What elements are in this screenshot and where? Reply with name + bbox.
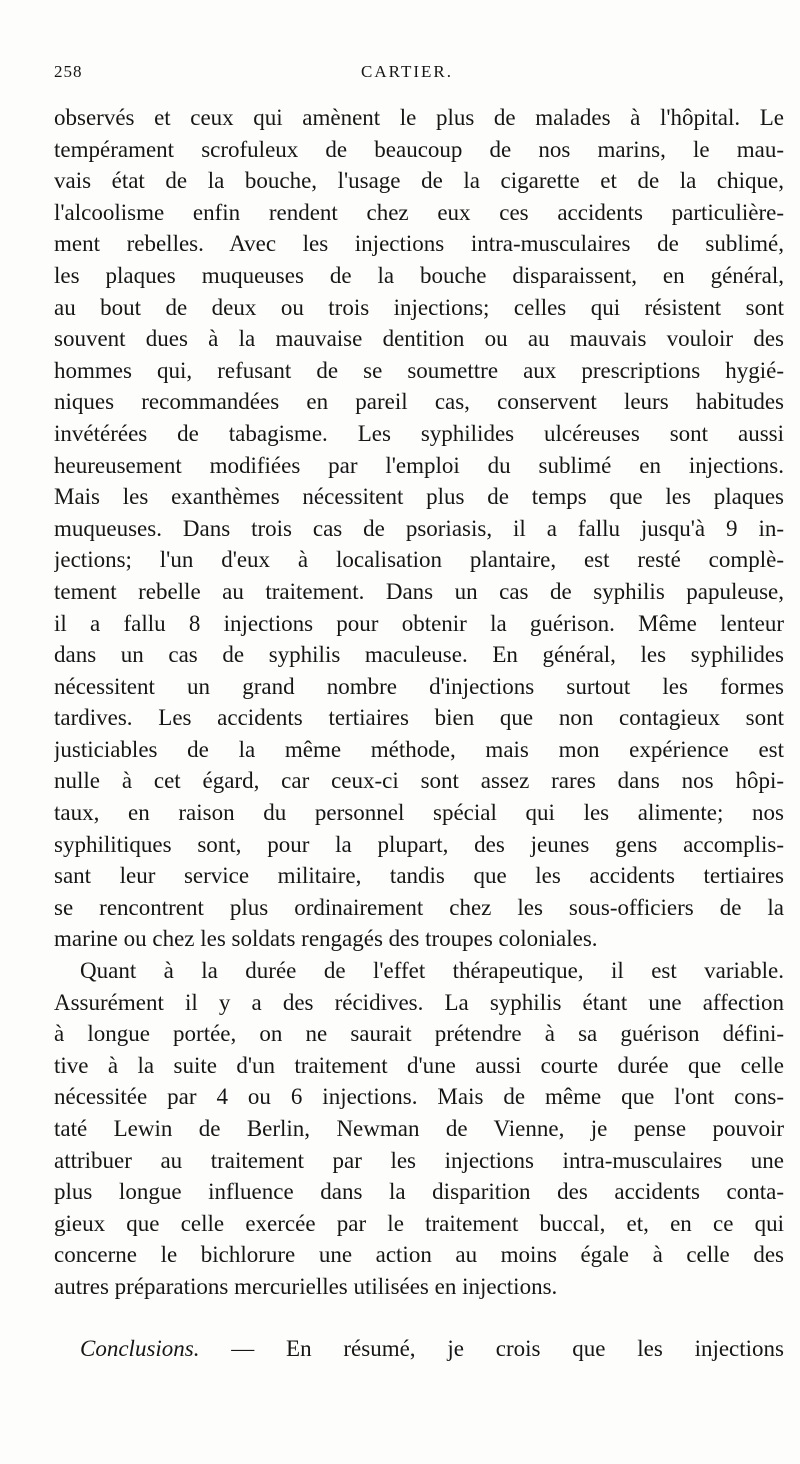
text-line: les plaques muqueuses de la bouche disparaissent, en général,: [54, 262, 784, 288]
paragraph-gap: [54, 1303, 784, 1333]
text-line: nécessitent un grand nombre d'injections surtout les formes: [54, 673, 784, 699]
text-line: l'alcoolisme enfin rendent chez eux ces accidents particulière-: [54, 199, 784, 225]
text-line: concerne le bichlorure une action au moins égale à celle des: [54, 1242, 784, 1268]
text-line: vais état de la bouche, l'usage de la cigarette et de la chique,: [54, 168, 784, 194]
running-title: CARTIER.: [361, 62, 453, 81]
text-line: syphilitiques sont, pour la plupart, des jeunes gens accomplis-: [54, 831, 784, 857]
text-line: observés et ceux qui amènent le plus de malades à l'hôpital. Le: [54, 105, 784, 130]
text-line: attribuer au traitement par les injections intra-musculaires une: [54, 1147, 784, 1173]
conclusion-text: — En résumé, je crois que les injections: [199, 1335, 784, 1361]
text-line: tempérament scrofuleux de beaucoup de nos marins, le mau-: [54, 136, 784, 162]
text-line: nécessitée par 4 ou 6 injections. Mais de même que l'ont cons-: [54, 1084, 784, 1110]
text-line: heureusement modifiées par l'emploi du sublimé en injections.: [54, 452, 784, 478]
text-line: tardives. Les accidents tertiaires bien que non contagieux sont: [54, 705, 784, 731]
text-line: autres préparations mercurielles utilisées en injections.: [54, 1273, 558, 1299]
text-line: dans un cas de syphilis maculeuse. En général, les syphilides: [54, 642, 784, 668]
paragraph-2: [54, 955, 784, 1303]
text-line: ment rebelles. Avec les injections intra-musculaires de sublimé,: [54, 231, 784, 257]
text-line: au bout de deux ou trois injections; celles qui résistent sont: [54, 294, 784, 320]
text-line: Mais les exanthèmes nécessitent plus de temps que les plaques: [54, 484, 784, 510]
text-line: marine ou chez les soldats rengagés des troupes coloniales.: [54, 926, 598, 952]
text-line: se rencontrent plus ordinairement chez les sous-officiers de la: [54, 894, 784, 920]
text-line: nulle à cet égard, car ceux-ci sont assez rares dans nos hôpi-: [54, 768, 784, 794]
text-line: il a fallu 8 injections pour obtenir la guérison. Même lenteur: [54, 610, 784, 636]
body-text: [54, 102, 784, 1364]
conclusion-heading: Conclusions.: [80, 1335, 200, 1361]
text-line: à longue portée, on ne saurait prétendre à sa guérison défini-: [54, 1021, 784, 1047]
text-line: hommes qui, refusant de se soumettre aux prescriptions hygié-: [54, 357, 784, 383]
text-line: invétérées de tabagisme. Les syphilides ulcéreuses sont aussi: [54, 420, 784, 446]
running-head: [54, 62, 760, 86]
text-line: muqueuses. Dans trois cas de psoriasis, il a fallu jusqu'à 9 in-: [54, 515, 784, 541]
text-line: Quant à la durée de l'effet thérapeutique, il est variable.: [80, 958, 784, 984]
text-line: sant leur service militaire, tandis que les accidents tertiaires: [54, 863, 784, 889]
text-line: gieux que celle exercée par le traitement buccal, et, en ce qui: [54, 1210, 784, 1236]
text-line: plus longue influence dans la disparition des accidents conta-: [54, 1179, 784, 1205]
text-line: justiciables de la même méthode, mais mon expérience est: [54, 736, 784, 762]
paragraph-1: [54, 102, 784, 955]
text-line: tive à la suite d'un traitement d'une aussi courte durée que celle: [54, 1052, 784, 1078]
text-line: jections; l'un d'eux à localisation plantaire, est resté complè-: [54, 547, 784, 573]
page-number: 258: [54, 62, 83, 81]
text-line: taté Lewin de Berlin, Newman de Vienne, je pense pouvoir: [54, 1116, 784, 1141]
conclusion-paragraph: [54, 1333, 784, 1365]
text-line: taux, en raison du personnel spécial qui les alimente; nos: [54, 800, 784, 826]
text-line: niques recommandées en pareil cas, conservent leurs habitudes: [54, 389, 784, 415]
text-line: Assurément il y a des récidives. La syphilis étant une affection: [54, 989, 784, 1015]
text-line: tement rebelle au traitement. Dans un cas de syphilis papuleuse,: [54, 578, 784, 604]
text-line: souvent dues à la mauvaise dentition ou au mauvais vouloir des: [54, 326, 784, 352]
